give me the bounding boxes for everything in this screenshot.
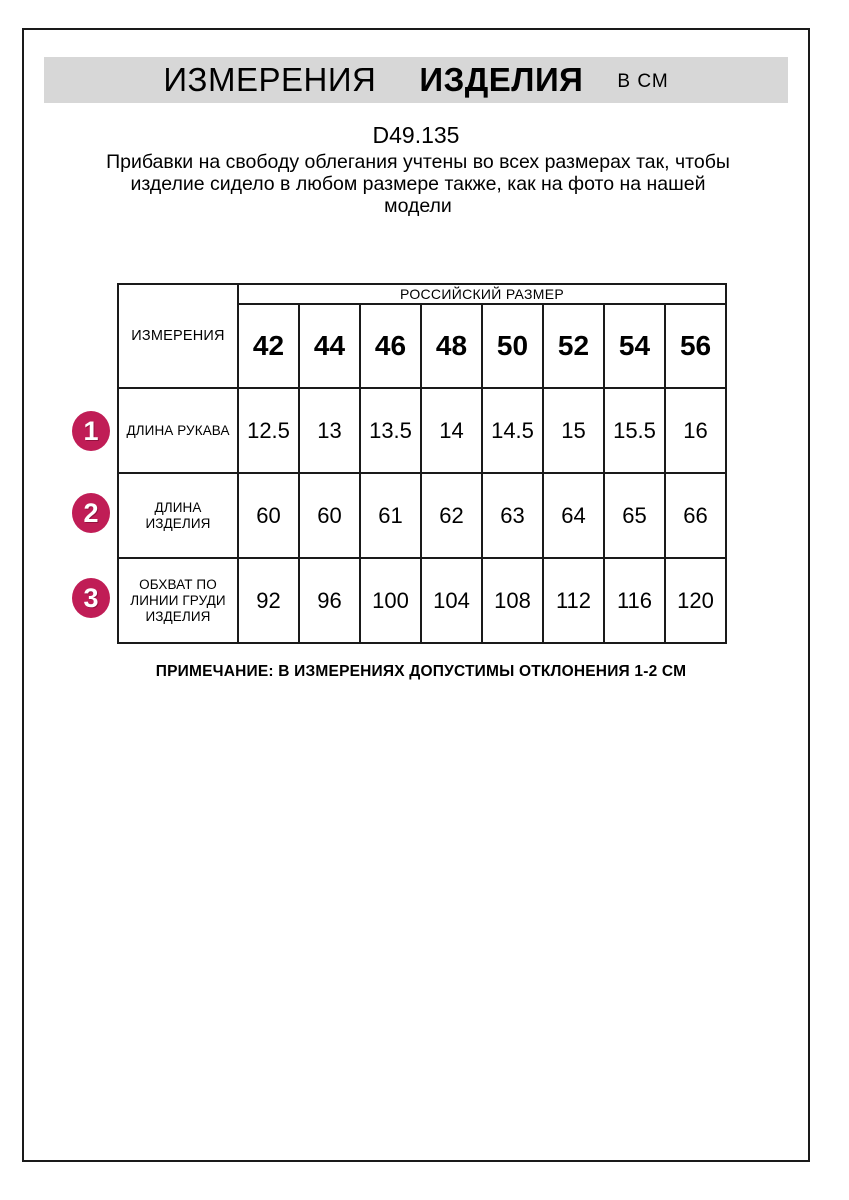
- measurement-label: [118, 388, 238, 473]
- measurement-value: 64: [543, 473, 604, 558]
- size-col-52: 52: [543, 304, 604, 388]
- size-col-56: 56: [665, 304, 726, 388]
- size-table: [117, 283, 727, 644]
- measurement-label: [118, 473, 238, 558]
- table-row: [118, 558, 726, 643]
- row-marker-2: 2: [72, 493, 110, 533]
- measurement-value: 61: [360, 473, 421, 558]
- size-col-50: 50: [482, 304, 543, 388]
- document-page: [22, 28, 810, 1162]
- measurement-value: 65: [604, 473, 665, 558]
- fit-description: [94, 151, 742, 217]
- tolerance-note: ПРИМЕЧАНИЕ: В ИЗМЕРЕНИЯХ ДОПУСТИМЫ ОТКЛОНЕНИЯ 1-2 СМ: [155, 663, 687, 680]
- table-row: [118, 388, 726, 473]
- measurement-value: 116: [604, 558, 665, 643]
- size-col-46: 46: [360, 304, 421, 388]
- fit-description-line: модели: [384, 195, 452, 217]
- measurement-value: 60: [238, 473, 299, 558]
- fit-description-line: изделие сидело в любом размере также, как на фото на нашей: [130, 173, 706, 195]
- size-table-head: [118, 284, 726, 388]
- page-title-product: ИЗДЕЛИЯ: [419, 61, 584, 98]
- product-code: D49.135: [372, 122, 460, 148]
- measurement-value: 14: [421, 388, 482, 473]
- measurement-label-line: ОБХВАТ ПО: [139, 576, 217, 592]
- measurement-label-line: ДЛИНА РУКАВА: [126, 422, 230, 438]
- title-bar: [44, 57, 788, 103]
- measurement-label-line: ИЗДЕЛИЯ: [145, 608, 211, 624]
- measurements-column-header: ИЗМЕРЕНИЯ: [118, 284, 238, 388]
- measurement-value: 13.5: [360, 388, 421, 473]
- measurement-value: 60: [299, 473, 360, 558]
- row-marker-3: 3: [72, 578, 110, 618]
- measurement-value: 92: [238, 558, 299, 643]
- measurement-value: 120: [665, 558, 726, 643]
- measurement-label: [118, 558, 238, 643]
- measurement-value: 62: [421, 473, 482, 558]
- measurement-value: 15.5: [604, 388, 665, 473]
- measurement-value: 112: [543, 558, 604, 643]
- measurement-value: 15: [543, 388, 604, 473]
- measurement-value: 14.5: [482, 388, 543, 473]
- table-row: [118, 473, 726, 558]
- measurement-value: 104: [421, 558, 482, 643]
- fit-description-line: Прибавки на свободу облегания учтены во всех размерах так, чтобы: [106, 151, 730, 173]
- measurement-value: 13: [299, 388, 360, 473]
- measurement-label-line: ДЛИНА: [154, 499, 202, 515]
- measurement-value: 16: [665, 388, 726, 473]
- measurement-value: 12.5: [238, 388, 299, 473]
- measurement-value: 66: [665, 473, 726, 558]
- measurement-value: 100: [360, 558, 421, 643]
- measurement-label-line: ИЗДЕЛИЯ: [145, 515, 211, 531]
- size-col-42: 42: [238, 304, 299, 388]
- size-table-body: [118, 388, 726, 643]
- russian-size-group-header: РОССИЙСКИЙ РАЗМЕР: [238, 284, 726, 304]
- measurement-label-line: ЛИНИИ ГРУДИ: [130, 592, 226, 608]
- size-col-44: 44: [299, 304, 360, 388]
- row-marker-1: 1: [72, 411, 110, 451]
- size-col-54: 54: [604, 304, 665, 388]
- size-col-48: 48: [421, 304, 482, 388]
- measurement-value: 96: [299, 558, 360, 643]
- page-title-measurements: ИЗМЕРЕНИЯ: [163, 61, 377, 98]
- measurement-value: 63: [482, 473, 543, 558]
- measurement-value: 108: [482, 558, 543, 643]
- page-title-unit: В СМ: [617, 71, 669, 92]
